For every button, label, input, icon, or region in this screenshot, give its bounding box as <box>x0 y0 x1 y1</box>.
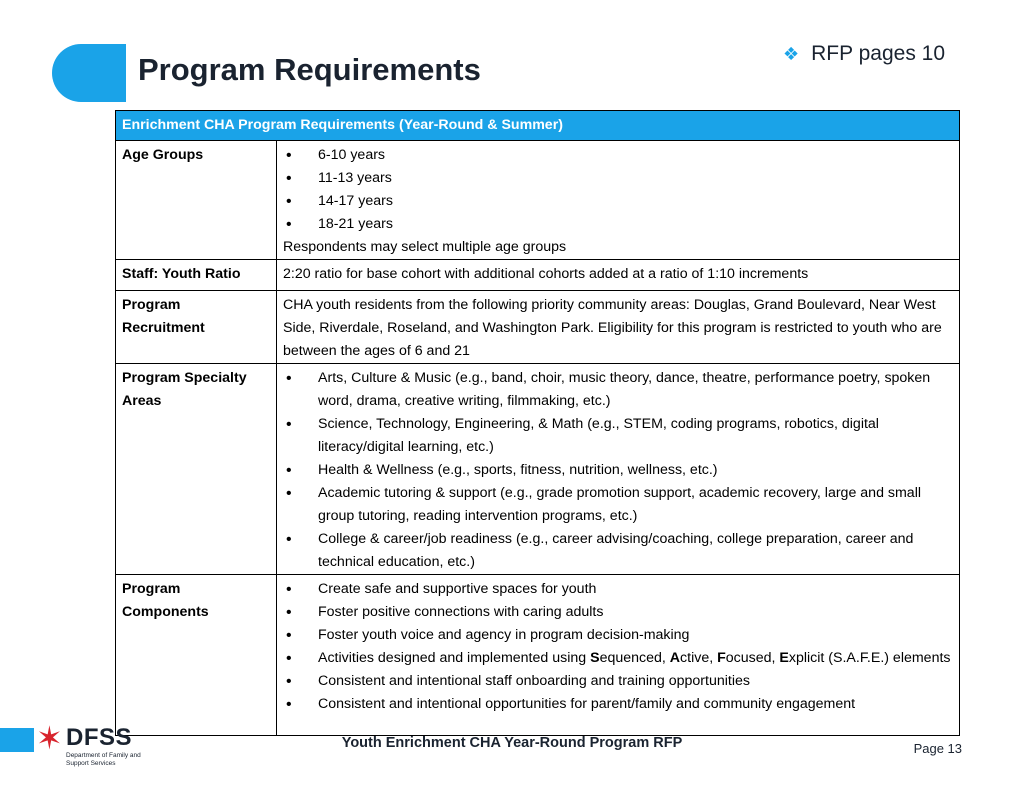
safe-letter-f: F <box>717 650 726 666</box>
row-value-specialty <box>277 364 960 575</box>
rfp-reference <box>783 42 945 66</box>
safe-rest-s: equenced, <box>599 650 670 666</box>
age-groups-note: Respondents may select multiple age groups <box>283 239 567 255</box>
list-item: • Consistent and intentional staff onboarding and training opportunities <box>283 670 953 693</box>
row-value-recruitment: CHA youth residents from the following priority community areas: Douglas, Grand Boulevard, Near West Side, Riverdale, Roseland, and Washington Park. Eligibility for this program is restricted to youth who are between the ages of 6 and 21 <box>277 291 960 364</box>
list-item: • Health & Wellness (e.g., sports, fitness, nutrition, wellness, etc.) <box>283 459 953 482</box>
row-label-specialty <box>116 364 277 575</box>
safe-letter-s: S <box>590 650 600 666</box>
footer-title: Youth Enrichment CHA Year-Round Program RFP <box>341 735 683 751</box>
safe-prefix: Activities designed and implemented using <box>318 650 591 666</box>
safe-rest-a: ctive, <box>680 650 718 666</box>
row-value-age-groups <box>277 141 960 260</box>
list-item: • College & career/job readiness (e.g., career advising/coaching, college preparation, career and technical education, etc.) <box>283 528 953 574</box>
page-number: Page 13 <box>913 741 962 756</box>
row-value-components <box>277 575 960 736</box>
rfp-reference-text: RFP pages 10 <box>811 42 946 65</box>
row-label-recruitment <box>116 291 277 364</box>
table-row-age-groups <box>116 141 960 260</box>
row-label-specialty-text: Program Specialty Areas <box>122 370 247 409</box>
list-item: • Consistent and intentional opportunities for parent/family and community engagement <box>283 693 953 716</box>
requirements-table <box>115 110 960 736</box>
row-label-recruitment-text: Program Recruitment <box>122 297 205 336</box>
list-item: • Science, Technology, Engineering, & Math (e.g., STEM, coding programs, robotics, digital literacy/digital learning, etc.) <box>283 413 953 459</box>
list-item: • Arts, Culture & Music (e.g., band, choir, music theory, dance, theatre, performance poetry, spoken word, drama, creative writing, filmmaking, etc.) <box>283 367 953 413</box>
list-item: • 14-17 years <box>283 190 953 213</box>
list-item-safe <box>283 647 953 670</box>
list-item: • Foster youth voice and agency in program decision-making <box>283 624 953 647</box>
list-item: • 6-10 years <box>283 144 953 167</box>
list-item: • Foster positive connections with caring adults <box>283 601 953 624</box>
chicago-star-icon: ✶ <box>36 720 63 756</box>
table-row-components <box>116 575 960 736</box>
safe-letter-e: E <box>779 650 789 666</box>
table-row-staff-ratio <box>116 260 960 291</box>
row-label-components <box>116 575 277 736</box>
list-item: • 18-21 years <box>283 213 953 236</box>
safe-rest-e: xplicit (S.A.F.E.) elements <box>788 650 951 666</box>
safe-rest-f: ocused, <box>725 650 780 666</box>
page-title: Program Requirements <box>138 52 481 87</box>
table-heading: Enrichment CHA Program Requirements (Year-Round & Summer) <box>116 111 960 141</box>
row-label-staff-ratio: Staff: Youth Ratio <box>116 260 277 291</box>
list-item: • 11-13 years <box>283 167 953 190</box>
row-value-staff-ratio: 2:20 ratio for base cohort with additional cohorts added at a ratio of 1:10 increments <box>277 260 960 291</box>
title-accent-tab <box>52 44 126 102</box>
safe-letter-a: A <box>669 650 681 666</box>
row-label-age-groups: Age Groups <box>116 141 277 260</box>
table-row-recruitment <box>116 291 960 364</box>
list-item: • Create safe and supportive spaces for youth <box>283 578 953 601</box>
row-label-components-text: Program Components <box>122 581 209 620</box>
table-row-specialty <box>116 364 960 575</box>
logo-wordmark: DFSS <box>66 724 133 751</box>
diamond-cluster-icon: ❖ <box>783 43 800 64</box>
list-item: • Academic tutoring & support (e.g., grade promotion support, academic recovery, large and small group tutoring, reading intervention programs, etc.) <box>283 482 953 528</box>
logo-subtext: Department of Family and Support Services <box>66 752 141 767</box>
table-header-row <box>116 111 960 141</box>
